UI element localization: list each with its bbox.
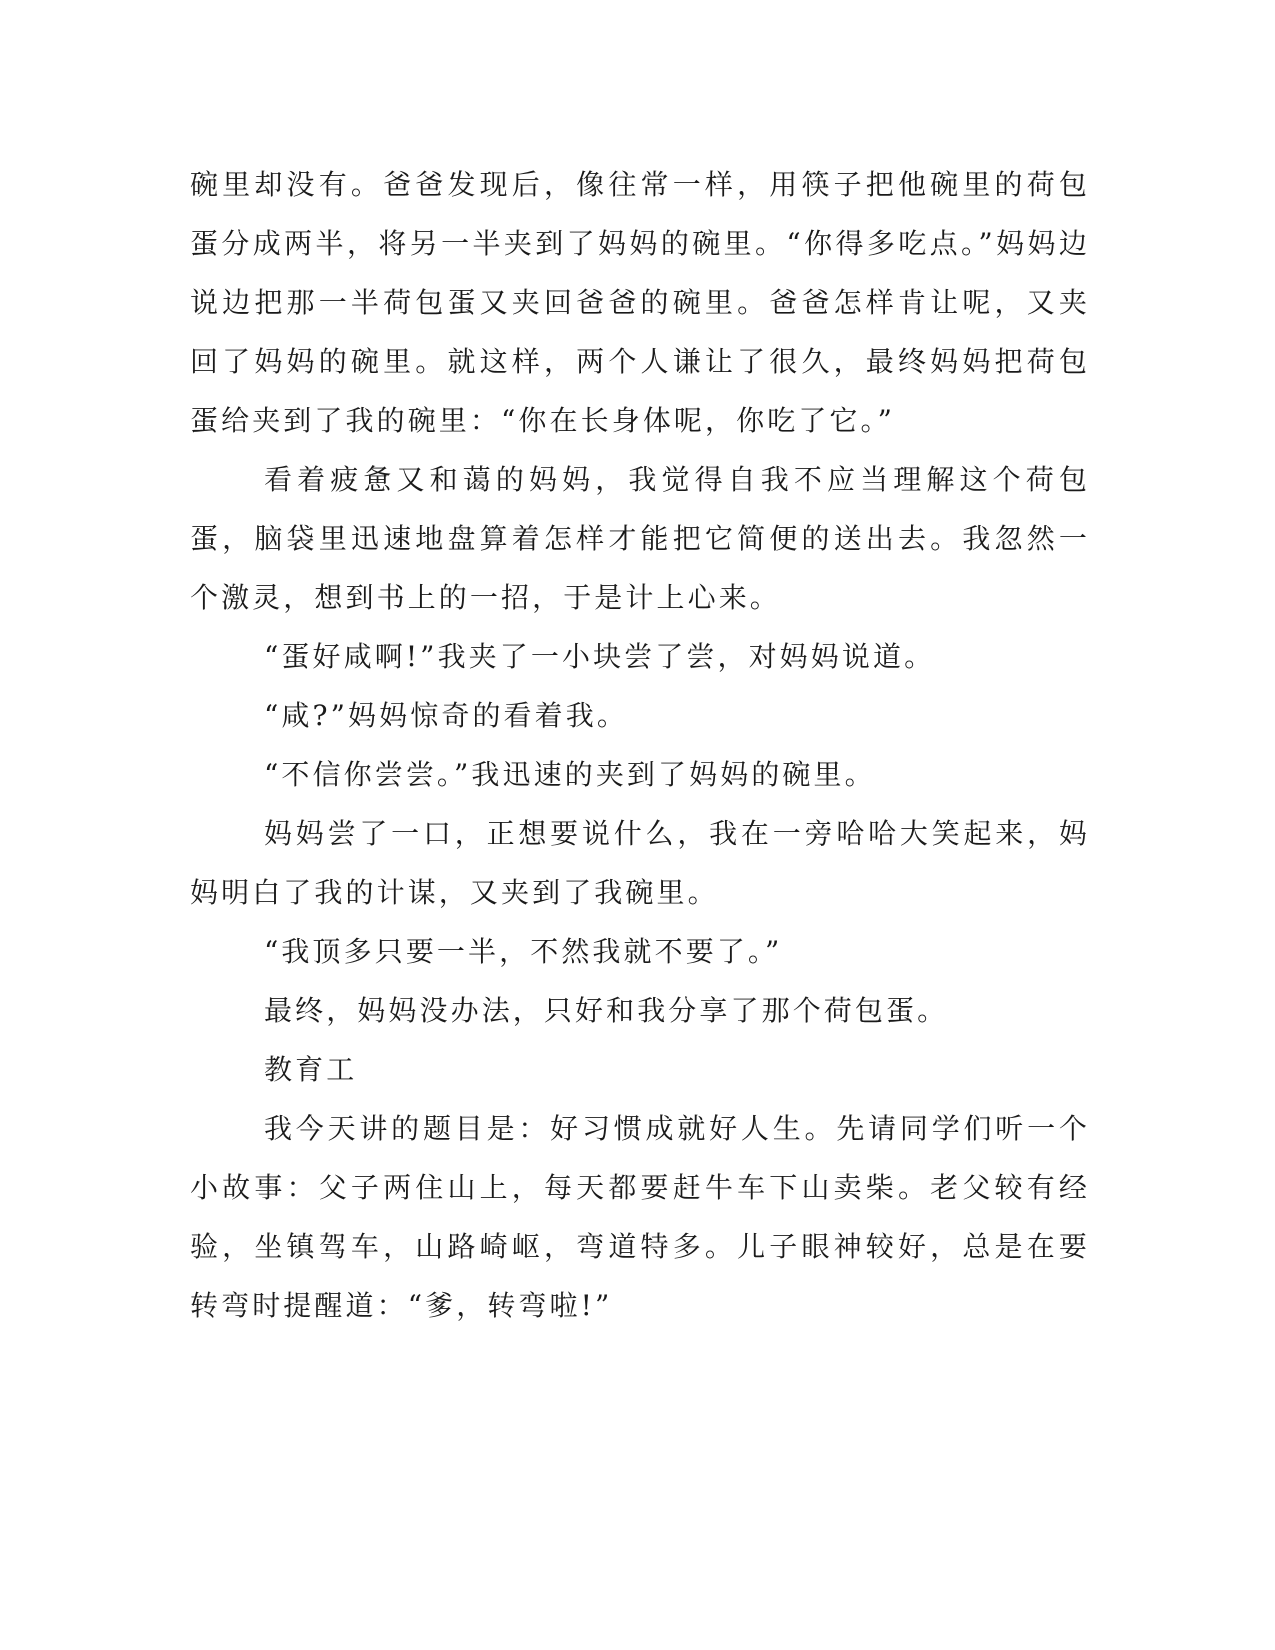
- paragraph-6: 妈妈尝了一口，正想要说什么，我在一旁哈哈大笑起来，妈妈明白了我的计谋，又夹到了我碗里。: [190, 817, 1090, 909]
- paragraph-2: 看着疲惫又和蔼的妈妈，我觉得自我不应当理解这个荷包蛋，脑袋里迅速地盘算着怎样才能把它简便的送出去。我忽然一个激灵，想到书上的一招，于是计上心来。: [190, 463, 1090, 614]
- paragraph-7: “我顶多只要一半，不然我就不要了。”: [264, 935, 783, 968]
- document-body: [190, 155, 1090, 1335]
- paragraph-4: “咸?”妈妈惊奇的看着我。: [264, 699, 628, 732]
- paragraph-9: 我今天讲的题目是：好习惯成就好人生。先请同学们听一个小故事：父子两住山上，每天都要赶牛车下山卖柴。老父较有经验，坐镇驾车，山路崎岖，弯道特多。儿子眼神较好，总是在要转弯时提醒道：“爹，转弯啦!”: [190, 1112, 1090, 1322]
- paragraph-8: 最终，妈妈没办法，只好和我分享了那个荷包蛋。: [264, 994, 949, 1027]
- section-heading: 教育工: [264, 1053, 358, 1086]
- paragraph-5: “不信你尝尝。”我迅速的夹到了妈妈的碗里。: [264, 758, 876, 791]
- paragraph-1: 碗里却没有。爸爸发现后，像往常一样，用筷子把他碗里的荷包蛋分成两半，将另一半夹到了妈妈的碗里。“你得多吃点。”妈妈边说边把那一半荷包蛋又夹回爸爸的碗里。爸爸怎样肯让呢，又夹回了妈妈的碗里。就这样，两个人谦让了很久，最终妈妈把荷包蛋给夹到了我的碗里：“你在长身体呢，你吃了它。”: [190, 168, 1090, 437]
- paragraph-3: “蛋好咸啊!”我夹了一小块尝了尝，对妈妈说道。: [264, 640, 936, 673]
